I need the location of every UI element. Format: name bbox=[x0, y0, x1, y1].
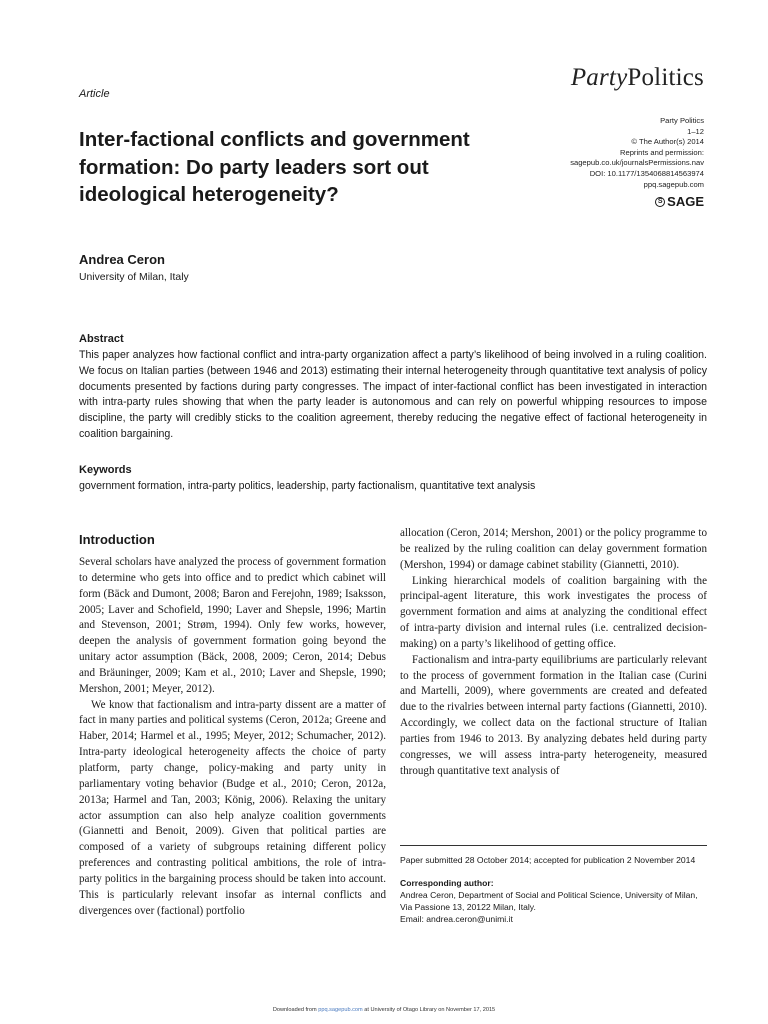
publication-meta bbox=[570, 116, 704, 190]
paper-title bbox=[79, 126, 529, 209]
body-paragraph: Linking hierarchical models of coalition bargaining with the principal-agent literature, this work investigates the process of government formation and aims at analyzing the conditional effect of intra-party division and internal rules (i.e. centralized decision-making) on a party’s likelihood of getting office. bbox=[400, 574, 707, 650]
submission-note: Paper submitted 28 October 2014; accepted for publication 2 November 2014 bbox=[400, 855, 696, 865]
keywords-heading: Keywords bbox=[79, 464, 132, 476]
meta-pages: 1–12 bbox=[687, 126, 704, 136]
download-link[interactable]: ppq.sagepub.com bbox=[318, 1007, 363, 1013]
keywords-text: government formation, intra-party politics, leadership, party factionalism, quantitative text analysis bbox=[79, 480, 536, 492]
journal-logo-rest: Politics bbox=[627, 64, 704, 91]
abstract-text: This paper analyzes how factional conflict and intra-party organization affect a party’s likelihood of being involved in a ruling coalition. We focus on Italian parties (between 1946 and 2013) estimating their internal heterogeneity through quantitative text analysis of policy documents presented by factions during party congresses. The impact of inter-factional conflict has been investigated in interaction with intra-party rules showing that when the party leader is autonomous and can rely on powerful whipping resources to impose discipline, the party will credibly sticks to the coalition agreement, thereby reducing the negative effect of factional heterogeneity in coalition bargaining. bbox=[79, 349, 707, 440]
title-line: Inter-factional conflicts and government bbox=[79, 128, 470, 151]
journal-logo bbox=[571, 64, 704, 92]
journal-logo-italic: Party bbox=[570, 64, 628, 91]
sage-publisher-logo bbox=[655, 194, 704, 209]
author-affiliation: University of Milan, Italy bbox=[79, 272, 189, 283]
abstract-heading: Abstract bbox=[79, 333, 124, 345]
meta-copyright: © The Author(s) 2014 bbox=[631, 137, 704, 147]
meta-journal-url[interactable]: ppq.sagepub.com bbox=[643, 179, 704, 189]
title-line: ideological heterogeneity? bbox=[79, 183, 339, 206]
corresponding-author-address: Andrea Ceron, Department of Social and Political Science, University of Milan, Via Passione 13, 20122 Milan, Italy. bbox=[400, 890, 698, 912]
sage-logo-text: SAGE bbox=[667, 194, 704, 209]
download-suffix: at University of Otago Library on November 17, 2015 bbox=[362, 1007, 496, 1013]
meta-journal: Party Politics bbox=[660, 116, 704, 125]
meta-reprints: Reprints and permission: bbox=[620, 147, 704, 157]
section-heading-introduction: Introduction bbox=[79, 532, 155, 547]
meta-doi[interactable]: DOI: 10.1177/1354068814563974 bbox=[589, 168, 704, 178]
sage-logo-icon: S bbox=[655, 197, 665, 207]
corresponding-author-heading: Corresponding author: bbox=[400, 878, 494, 888]
body-paragraph: We know that factionalism and intra-party dissent are a matter of fact in many parties and political systems (Ceron, 2012a; Greene and Haber, 2014; Harmel et al., 1995; Meyer, 2012; Schumacher, 2012). Intra-party ideological heterogeneity affects the choice of party platform, party change, policy-making and party unity in parliamentary voting behavior (Budge et al., 2010; Ceron, 2012a, 2013a; Harmel and Tan, 2003; König, 2006). Relaxing the unitary actor assumption can also help analyze coalition governments (Giannetti and Benoit, 2009). Given that political parties are composed of a variety of subgroups retaining different policy preferences and contrasting political ambitions, the role of intra-party politics in the bargaining process should be taken into account. This is particularly relevant insofar as internal conflicts and divergences over (factional) portfolio bbox=[79, 698, 386, 917]
body-column-right bbox=[400, 526, 707, 780]
footnote-divider bbox=[400, 845, 707, 846]
article-type-label: Article bbox=[79, 88, 110, 100]
author-name: Andrea Ceron bbox=[79, 252, 165, 267]
corresponding-author-email[interactable]: Email: andrea.ceron@unimi.it bbox=[400, 914, 513, 924]
meta-permissions-link[interactable]: sagepub.co.uk/journalsPermissions.nav bbox=[570, 158, 704, 168]
title-line: formation: Do party leaders sort out bbox=[79, 155, 429, 179]
body-column-left bbox=[79, 555, 386, 919]
body-paragraph: Several scholars have analyzed the process of government formation to determine who gets into office and to predict which cabinet will form (Bäck and Dumont, 2008; Baron and Ferejohn, 1989; Isaksson, 2005; Laver and Schofield, 1990; Laver and Shepsle, 1996; Martin and Stevenson, 2001; Strøm, 1994). Only few works, however, deepen the analysis of government formation going beyond the unitary actor assumption (Bäck, 2008, 2009; Ceron, 2014; Debus and Bräuninger, 2009; Kam et al., 2010; Laver and Shepsle, 1990; Mershon, 2001; Meyer, 2012). bbox=[79, 556, 386, 695]
footnote-block bbox=[400, 854, 707, 925]
body-paragraph: allocation (Ceron, 2014; Mershon, 2001) or the policy programme to be realized by the ruling coalition can delay government formation (Mershon, 1994) or damage cabinet stability (Giannetti, 2010). bbox=[400, 527, 707, 571]
body-paragraph: Factionalism and intra-party equilibriums are particularly relevant to the process of government formation in the Italian case (Curini and Martelli, 2009), where governments are created and defeated due to the rivalries between internal party factions (Giannetti, 2010). Accordingly, we collect data on the factional structure of Italian parties from 1946 to 2013. By analyzing debates held during party congresses, we will assess intra-party heterogeneity, measured through quantitative text analysis of bbox=[400, 653, 707, 777]
download-prefix: Downloaded from bbox=[272, 1007, 319, 1013]
download-watermark bbox=[0, 1007, 768, 1013]
